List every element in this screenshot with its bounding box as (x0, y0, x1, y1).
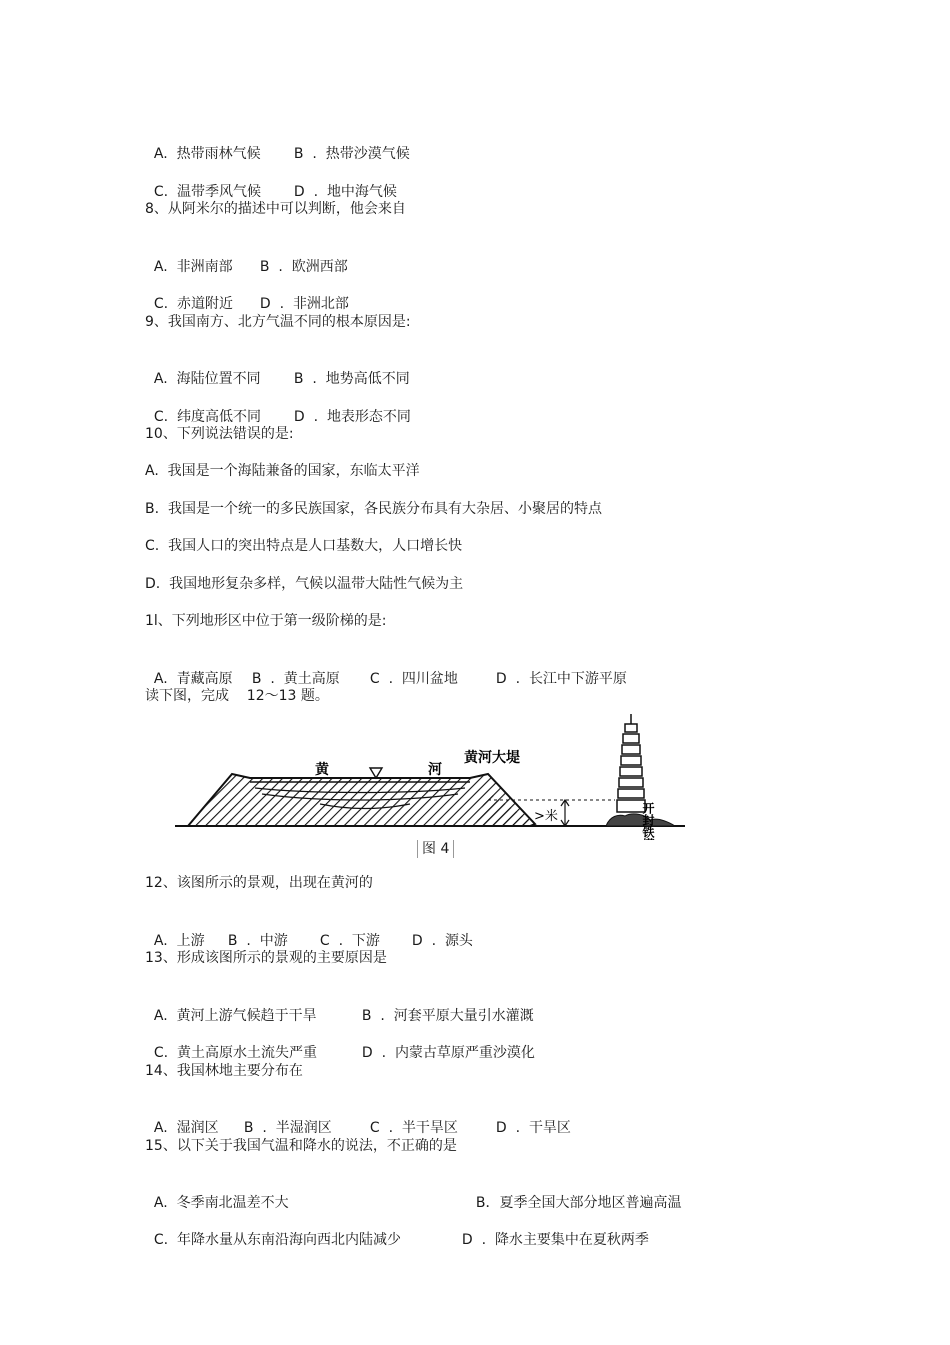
q14-option-b: B . 半湿润区 (243, 1120, 332, 1136)
q15-stem: 15、以下关于我国气温和降水的说法，不正确的是 (145, 1138, 457, 1154)
q14-stem: 14、我国林地主要分布在 (145, 1063, 303, 1079)
q12-option-a: A. 上游 (153, 933, 205, 949)
q13-option-c: C. 黄土高原水土流失严重 (153, 1045, 318, 1061)
read-figure-prompt: 读下图，完成 12～13 题。 (145, 688, 329, 704)
q14-option-c: C . 半干旱区 (369, 1120, 458, 1136)
q11-options (145, 649, 627, 689)
q11-option-b: B . 黄土高原 (251, 671, 340, 687)
q15-option-c: C. 年降水量从东南沿海向西北内陆减少 (153, 1232, 402, 1248)
q15-option-a: A. 冬季南北温差不大 (153, 1195, 289, 1211)
q8-option-row-1 (145, 237, 348, 277)
q13-option-b: B . 河套平原大量引水灌溉 (361, 1008, 534, 1024)
q11-stem: 1l、下列地形区中位于第一级阶梯的是: (145, 613, 387, 629)
q9-option-b: B . 地势高低不同 (293, 371, 410, 387)
q9-stem: 9、我国南方、北方气温不同的根本原因是: (145, 314, 411, 330)
q14-options (145, 1098, 571, 1138)
yellow-river-dike-figure (170, 712, 695, 840)
q9-option-c: C. 纬度高低不同 (153, 409, 262, 425)
q8-option-d: D . 非洲北部 (259, 296, 349, 312)
q9-option-a: A. 海陆位置不同 (153, 371, 261, 387)
q14-option-d: D . 干旱区 (495, 1120, 571, 1136)
q8-option-a: A. 非洲南部 (153, 259, 233, 275)
q15-option-b: B．夏季全国大部分地区普遍高温 (475, 1195, 682, 1211)
q10-option-d: D. 我国地形复杂多样，气候以温带大陆性气候为主 (145, 576, 464, 592)
q10-option-c: C. 我国人口的突出特点是人口基数大，人口增长快 (145, 538, 463, 554)
q8-option-row-2 (145, 274, 349, 314)
figure-caption: 图 4 (417, 840, 454, 858)
q12-option-b: B . 中游 (227, 933, 288, 949)
q7-option-c: C. 温带季风气候 (153, 184, 262, 200)
q12-stem: 12、该图所示的景观，出现在黄河的 (145, 875, 373, 891)
q9-option-d: D . 地表形态不同 (293, 409, 411, 425)
q14-option-a: A. 湿润区 (153, 1120, 219, 1136)
q8-option-c: C. 赤道附近 (153, 296, 234, 312)
q13-stem: 13、形成该图所示的景观的主要原因是 (145, 950, 387, 966)
q12-option-d: D . 源头 (411, 933, 473, 949)
q8-stem: 8、从阿米尔的描述中可以判断，他会来自 (145, 201, 406, 217)
q9-option-row-2 (145, 387, 411, 427)
label-huang: 黄 (315, 762, 329, 778)
q7-option-a: A. 热带雨林气候 (153, 146, 261, 162)
q15-option-row-1 (145, 1173, 682, 1213)
q10-option-a: A. 我国是一个海陆兼备的国家，东临太平洋 (145, 463, 420, 479)
q10-option-b: B. 我国是一个统一的多民族国家，各民族分布具有大杂居、小聚居的特点 (145, 501, 602, 517)
q13-option-a: A. 黄河上游气候趋于干旱 (153, 1008, 317, 1024)
q10-stem: 10、下列说法错误的是: (145, 426, 294, 442)
q9-option-row-1 (145, 349, 410, 389)
q13-option-row-1 (145, 986, 534, 1026)
q8-option-b: B . 欧洲西部 (259, 259, 348, 275)
label-tower: 开封铁塔 (641, 802, 655, 840)
q7-option-row-1 (145, 124, 410, 164)
q7-option-row-2 (145, 162, 397, 202)
q13-option-row-2 (145, 1023, 535, 1063)
label-dike: 黄河大堤 (464, 750, 520, 766)
q13-option-d: D . 内蒙古草原严重沙漠化 (361, 1045, 535, 1061)
q11-option-c: C . 四川盆地 (369, 671, 458, 687)
label-meter: >米 (534, 809, 558, 824)
q11-option-a: A. 青藏高原 (153, 671, 233, 687)
q11-option-d: D . 长江中下游平原 (495, 671, 627, 687)
q7-option-d: D . 地中海气候 (293, 184, 397, 200)
q12-options (145, 911, 473, 951)
q15-option-d: D . 降水主要集中在夏秋两季 (461, 1232, 649, 1248)
dike-cross-section-diagram (170, 712, 695, 840)
q15-option-row-2 (145, 1210, 649, 1250)
q7-option-b: B . 热带沙漠气候 (293, 146, 410, 162)
water-level-icon (370, 768, 382, 778)
q12-option-c: C . 下游 (319, 933, 380, 949)
label-he: 河 (428, 762, 442, 778)
